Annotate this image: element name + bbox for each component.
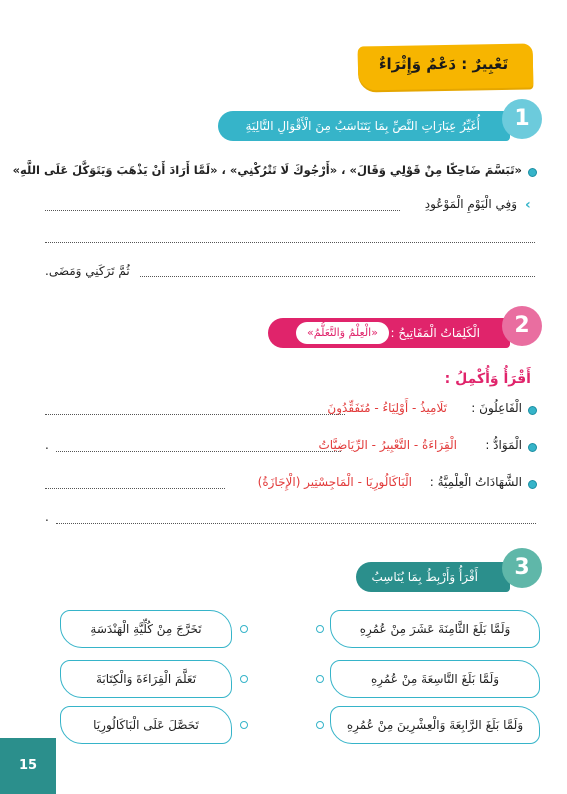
item-words: الْبَاكَالُورِيَا - الْمَاجِسْتِير (الْإِجَازَةُ) — [257, 475, 412, 489]
match-dot[interactable] — [316, 675, 324, 683]
match-dot[interactable] — [316, 625, 324, 633]
answer-line[interactable] — [45, 242, 535, 243]
bullet-icon — [528, 168, 537, 177]
match-item-left[interactable]: تَعَلَّمَ الْقِرَاءَةَ وَالْكِتَابَةَ — [60, 660, 232, 698]
quotes-line: «تَبَسَّمَ ضَاحِكًا مِنْ قَوْلِي وَقَالَ» ، «أَرْجُوكَ لَا تَتْرُكْنِي» ، «لَمَّا أَرَادَ أَنْ يَذْهَبَ وَيَتَوَكَّلَ عَلَى اللَّهِ» — [12, 163, 522, 177]
section-1-number: 1 — [502, 99, 542, 139]
section-3-number: 3 — [502, 548, 542, 588]
period: . — [45, 438, 49, 452]
keyword-pill: «الْعِلْمُ وَالتَّعَلُّمُ» — [296, 322, 389, 344]
match-item-left[interactable]: تَحَصَّلَ عَلَى الْبَاكَالُورِيَا — [60, 706, 232, 744]
answer-line[interactable] — [45, 414, 345, 415]
line3-end: ثُمَّ تَرَكَنِي وَمَضَى. — [45, 264, 130, 278]
match-dot[interactable] — [316, 721, 324, 729]
match-dot[interactable] — [240, 675, 248, 683]
period: . — [45, 510, 49, 524]
section-2-instruction: أَقْرَأُ وَأُكْمِلُ : — [444, 371, 531, 387]
answer-line[interactable] — [45, 488, 225, 489]
chevron-left-icon: ‹ — [525, 197, 531, 213]
answer-line[interactable] — [56, 451, 341, 452]
item-words: تَلَامِيذُ - أَوْلِيَاءُ - مُتَفَقِّدُونَ — [327, 401, 447, 415]
answer-line[interactable] — [140, 276, 535, 277]
section-1-heading: أُغَيِّرُ عِبَارَاتِ النَّصِّ بِمَا يَتَنَاسَبُ مِنَ الْأَقْوَالِ التَّالِيَةِ — [245, 119, 480, 133]
section-3-heading: أَقْرَأُ وَأَرْبِطُ بِمَا يُنَاسِبُ — [371, 570, 478, 584]
match-item-left[interactable]: تَخَرَّجَ مِنْ كُلِّيَّةِ الْهَنْدَسَةِ — [60, 610, 232, 648]
item-words: الْقِرَاءَةُ - التَّعْبِيرُ - الرِّيَاضِيَّاتُ — [318, 438, 457, 452]
match-item-right[interactable]: وَلَمَّا بَلَغَ الثَّامِنَةَ عَشَرَ مِنْ عُمُرِهِ — [330, 610, 540, 648]
item-label: الشَّهَادَاتُ الْعِلْمِيَّةُ : — [429, 475, 522, 489]
line1-start: وَفِي الْيَوْمِ الْمَوْعُودِ — [424, 197, 517, 211]
item-label: الْفَاعِلُونَ : — [471, 401, 522, 415]
bullet-icon — [528, 406, 537, 415]
answer-line[interactable] — [56, 523, 536, 524]
section-2-number: 2 — [502, 306, 542, 346]
match-item-right[interactable]: وَلَمَّا بَلَغَ الرَّابِعَةَ وَالْعِشْرِينَ مِنْ عُمُرِهِ — [330, 706, 540, 744]
match-dot[interactable] — [240, 721, 248, 729]
bullet-icon — [528, 443, 537, 452]
section-2-heading: الْكَلِمَاتُ الْمَفَاتِيحُ : — [390, 326, 480, 340]
answer-line[interactable] — [45, 210, 400, 211]
bullet-icon — [528, 480, 537, 489]
item-label: الْمَوَادُّ : — [485, 438, 522, 452]
section-1-header — [218, 111, 510, 141]
match-item-right[interactable]: وَلَمَّا بَلَغَ التَّاسِعَةَ مِنْ عُمُرِهِ — [330, 660, 540, 698]
match-dot[interactable] — [240, 625, 248, 633]
page-title: تَعْبِيرٌ : دَعْمٌ وَإِثْرَاءٌ — [378, 55, 509, 73]
page-number: 15 — [0, 738, 56, 794]
section-3-header — [356, 562, 510, 592]
